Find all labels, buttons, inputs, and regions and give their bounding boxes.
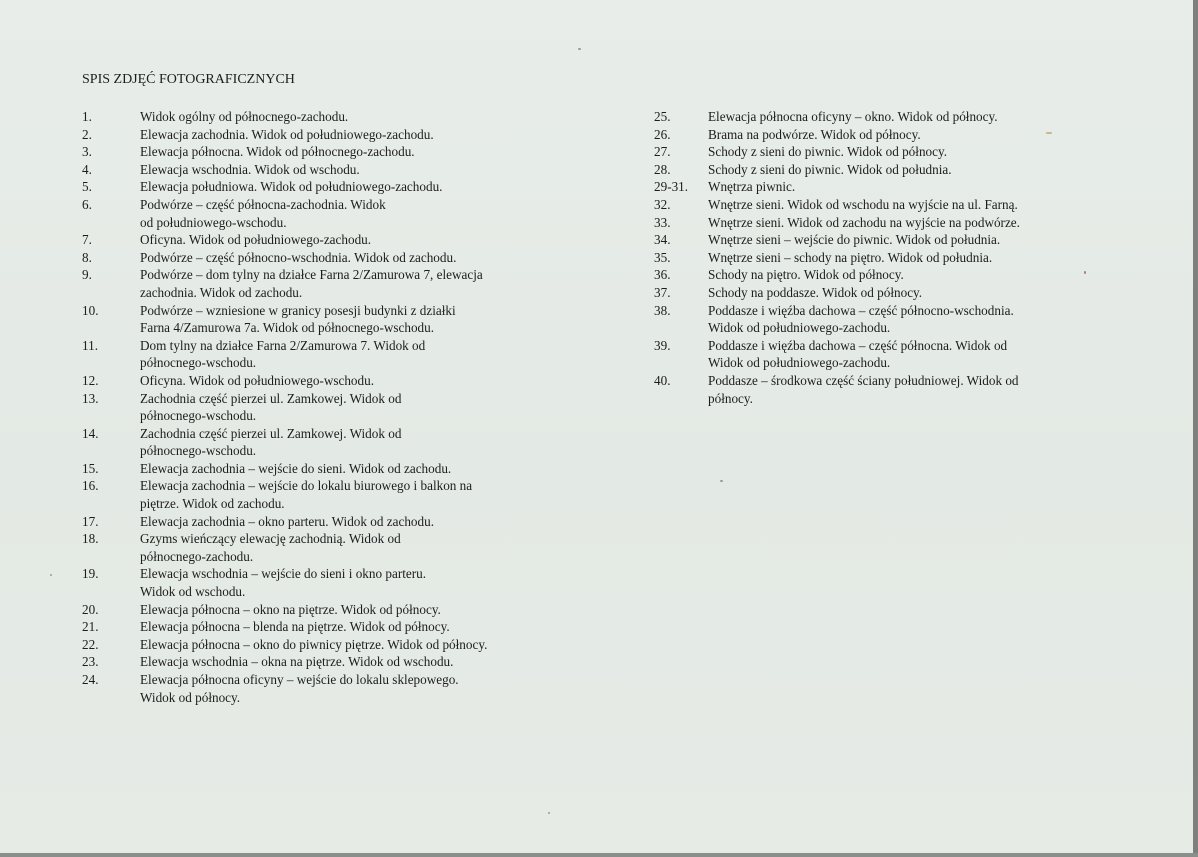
- item-description: [140, 653, 562, 671]
- description-line: Elewacja północna – okno do piwnicy piętrze. Widok od północy.: [140, 636, 488, 652]
- item-description: [140, 390, 562, 425]
- item-description: [140, 530, 562, 565]
- item-description: [140, 231, 562, 249]
- paper-speck: [1084, 271, 1086, 274]
- photo-list-item: [82, 196, 562, 231]
- item-number: 19.: [82, 566, 99, 582]
- description-line: Wnętrze sieni. Widok od wschodu na wyjście na ul. Farną.: [708, 196, 1018, 212]
- photo-list-item: [82, 513, 562, 531]
- item-description: [708, 196, 1094, 214]
- description-line: Podwórze – dom tylny na działce Farna 2/Zamurowa 7, elewacja: [140, 267, 483, 283]
- photo-list-item: [82, 477, 562, 512]
- photo-list-item: [82, 390, 562, 425]
- item-description: [708, 143, 1094, 161]
- paper-speck: [1046, 132, 1052, 134]
- photo-list-item: [82, 231, 562, 249]
- item-description: [140, 477, 562, 512]
- photo-list-item: [82, 653, 562, 671]
- item-number: 7.: [82, 232, 92, 248]
- description-line: Poddasze i więźba dachowa – część północna. Widok od: [708, 337, 1008, 353]
- photo-list-item: [654, 231, 1094, 249]
- item-description: [140, 196, 562, 231]
- item-number: 39.: [654, 337, 671, 353]
- description-line: Wnętrza piwnic.: [708, 179, 796, 195]
- item-number: 29-31.: [654, 179, 689, 195]
- photo-list-item: [654, 266, 1094, 284]
- item-number: 2.: [82, 126, 92, 142]
- item-number: 4.: [82, 161, 92, 177]
- page-title: SPIS ZDJĘĆ FOTOGRAFICZNYCH: [82, 72, 295, 87]
- description-line: Wnętrze sieni – schody na piętro. Widok od południa.: [708, 249, 993, 265]
- item-description: [140, 143, 562, 161]
- photo-list-item: [654, 214, 1094, 232]
- item-description: [140, 565, 562, 600]
- photo-list-item: [654, 143, 1094, 161]
- description-line: Widok od wschodu.: [140, 584, 246, 600]
- photo-list-item: [654, 337, 1094, 372]
- item-number: 26.: [654, 126, 671, 142]
- photo-list-item: [654, 108, 1094, 126]
- item-description: [708, 284, 1094, 302]
- item-description: [140, 266, 562, 301]
- item-description: [708, 214, 1094, 232]
- description-line: zachodnia. Widok od zachodu.: [140, 284, 303, 300]
- item-number: 12.: [82, 372, 99, 388]
- photo-list-item: [82, 143, 562, 161]
- photo-list-item: [82, 372, 562, 390]
- item-number: 17.: [82, 513, 99, 529]
- description-line: Oficyna. Widok od południowego-zachodu.: [140, 232, 372, 248]
- photo-list-item: [82, 126, 562, 144]
- description-line: Schody z sieni do piwnic. Widok od południa.: [708, 161, 952, 177]
- item-description: [708, 266, 1094, 284]
- description-line: Schody z sieni do piwnic. Widok od północy.: [708, 144, 948, 160]
- item-description: [708, 126, 1094, 144]
- item-description: [708, 108, 1094, 126]
- photo-list-item: [82, 249, 562, 267]
- item-number: 27.: [654, 144, 671, 160]
- item-number: 16.: [82, 478, 99, 494]
- description-line: Podwórze – część północno-wschodnia. Widok od zachodu.: [140, 249, 457, 265]
- item-description: [140, 372, 562, 390]
- item-number: 3.: [82, 144, 92, 160]
- item-description: [140, 161, 562, 179]
- item-description: [708, 231, 1094, 249]
- photo-list-item: [82, 161, 562, 179]
- item-description: [708, 372, 1094, 407]
- item-number: 38.: [654, 302, 671, 318]
- item-number: 32.: [654, 196, 671, 212]
- description-line: Schody na piętro. Widok od północy.: [708, 267, 904, 283]
- description-line: Dom tylny na działce Farna 2/Zamurowa 7. Widok od: [140, 337, 426, 353]
- item-number: 37.: [654, 284, 671, 300]
- photo-list-item: [82, 618, 562, 636]
- item-description: [140, 126, 562, 144]
- description-line: Elewacja wschodnia – okna na piętrze. Widok od wschodu.: [140, 654, 454, 670]
- item-description: [708, 178, 1094, 196]
- photo-list-item: [82, 460, 562, 478]
- item-number: 15.: [82, 460, 99, 476]
- item-number: 25.: [654, 109, 671, 124]
- item-number: 20.: [82, 601, 99, 617]
- item-description: [140, 337, 562, 372]
- photo-list-item: [82, 601, 562, 619]
- photo-list-item: [654, 126, 1094, 144]
- photo-list-left-column: [82, 108, 562, 706]
- item-description: [140, 636, 562, 654]
- description-line: Elewacja północna. Widok od północnego-zachodu.: [140, 144, 415, 160]
- description-line: Oficyna. Widok od południowego-wschodu.: [140, 372, 375, 388]
- description-line: Zachodnia część pierzei ul. Zamkowej. Widok od: [140, 425, 402, 441]
- item-number: 35.: [654, 249, 671, 265]
- description-line: Elewacja północna oficyny – wejście do lokalu sklepowego.: [140, 672, 459, 687]
- photo-list-item: [654, 302, 1094, 337]
- photo-list-item: [654, 249, 1094, 267]
- description-line: Podwórze – wzniesione w granicy posesji budynki z działki: [140, 302, 456, 318]
- item-number: 13.: [82, 390, 99, 406]
- description-line: Podwórze – część północna-zachodnia. Widok: [140, 196, 386, 212]
- photo-list-item: [654, 196, 1094, 214]
- item-number: 1.: [82, 109, 92, 124]
- description-line: Schody na poddasze. Widok od północy.: [708, 284, 923, 300]
- item-number: 24.: [82, 672, 99, 687]
- item-description: [140, 108, 562, 126]
- paper-speck: [720, 480, 723, 482]
- item-description: [140, 671, 562, 706]
- item-description: [140, 513, 562, 531]
- scan-edge-right: [1193, 0, 1198, 857]
- description-line: od południowego-wschodu.: [140, 214, 287, 230]
- description-line: Elewacja południowa. Widok od południowego-zachodu.: [140, 179, 443, 195]
- item-number: 9.: [82, 267, 92, 283]
- item-number: 22.: [82, 636, 99, 652]
- description-line: Poddasze – środkowa część ściany południowej. Widok od: [708, 372, 1019, 388]
- item-number: 11.: [82, 337, 98, 353]
- description-line: Brama na podwórze. Widok od północy.: [708, 126, 921, 142]
- item-description: [140, 178, 562, 196]
- photo-list-item: [82, 337, 562, 372]
- photo-list-item: [82, 425, 562, 460]
- photo-list-item: [654, 372, 1094, 407]
- item-number: 8.: [82, 249, 92, 265]
- photo-list-item: [654, 161, 1094, 179]
- description-line: Elewacja zachodnia. Widok od południowego-zachodu.: [140, 126, 434, 142]
- description-line: północnego-zachodu.: [140, 548, 254, 564]
- description-line: północnego-wschodu.: [140, 443, 257, 459]
- item-number: 10.: [82, 302, 99, 318]
- description-line: Elewacja północna oficyny – okno. Widok od północy.: [708, 109, 998, 124]
- scan-edge-bottom: [0, 853, 1198, 857]
- description-line: północnego-wschodu.: [140, 355, 257, 371]
- description-line: Widok od południowego-zachodu.: [708, 355, 891, 371]
- description-line: Poddasze i więźba dachowa – część północno-wschodnia.: [708, 302, 1014, 318]
- item-description: [708, 337, 1094, 372]
- description-line: Widok od północy.: [140, 689, 241, 705]
- description-line: piętrze. Widok od zachodu.: [140, 496, 285, 512]
- item-description: [708, 161, 1094, 179]
- item-description: [140, 302, 562, 337]
- description-line: Widok ogólny od północnego-zachodu.: [140, 109, 349, 124]
- description-line: Wnętrze sieni. Widok od zachodu na wyjście na podwórze.: [708, 214, 1020, 230]
- item-number: 34.: [654, 232, 671, 248]
- description-line: Wnętrze sieni – wejście do piwnic. Widok od południa.: [708, 232, 1001, 248]
- description-line: Elewacja wschodnia – wejście do sieni i okno parteru.: [140, 566, 427, 582]
- item-description: [708, 302, 1094, 337]
- paper-speck: [50, 574, 52, 576]
- description-line: Farna 4/Zamurowa 7a. Widok od północnego-wschodu.: [140, 320, 435, 336]
- item-description: [708, 249, 1094, 267]
- paper-speck: [548, 812, 550, 814]
- item-description: [140, 460, 562, 478]
- item-number: 18.: [82, 531, 99, 547]
- description-line: Elewacja zachodnia – wejście do sieni. Widok od zachodu.: [140, 460, 452, 476]
- description-line: Elewacja wschodnia. Widok od wschodu.: [140, 161, 360, 177]
- item-number: 36.: [654, 267, 671, 283]
- item-number: 21.: [82, 619, 99, 635]
- item-description: [140, 249, 562, 267]
- item-number: 14.: [82, 425, 99, 441]
- paper-speck: [578, 48, 581, 50]
- description-line: Elewacja północna – blenda na piętrze. Widok od północy.: [140, 619, 450, 635]
- photo-list-item: [82, 302, 562, 337]
- description-line: północy.: [708, 390, 753, 406]
- photo-list-item: [82, 565, 562, 600]
- photo-list-item: [82, 671, 562, 706]
- description-line: Elewacja zachodnia – wejście do lokalu biurowego i balkon na: [140, 478, 473, 494]
- photo-list-item: [82, 178, 562, 196]
- description-line: Elewacja północna – okno na piętrze. Widok od północy.: [140, 601, 441, 617]
- description-line: Gzyms wieńczący elewację zachodnią. Widok od: [140, 531, 401, 547]
- item-description: [140, 601, 562, 619]
- item-number: 6.: [82, 196, 92, 212]
- item-description: [140, 425, 562, 460]
- item-number: 5.: [82, 179, 92, 195]
- description-line: Widok od południowego-zachodu.: [708, 320, 891, 336]
- item-number: 28.: [654, 161, 671, 177]
- description-line: północnego-wschodu.: [140, 408, 257, 424]
- item-number: 33.: [654, 214, 671, 230]
- photo-list-item: [82, 266, 562, 301]
- photo-list-item: [654, 178, 1094, 196]
- item-description: [140, 618, 562, 636]
- description-line: Zachodnia część pierzei ul. Zamkowej. Widok od: [140, 390, 402, 406]
- description-line: Elewacja zachodnia – okno parteru. Widok od zachodu.: [140, 513, 435, 529]
- item-number: 40.: [654, 372, 671, 388]
- photo-list-item: [82, 108, 562, 126]
- photo-list-item: [654, 284, 1094, 302]
- photo-list-right-column: [654, 108, 1094, 407]
- photo-list-item: [82, 636, 562, 654]
- photo-list-item: [82, 530, 562, 565]
- item-number: 23.: [82, 654, 99, 670]
